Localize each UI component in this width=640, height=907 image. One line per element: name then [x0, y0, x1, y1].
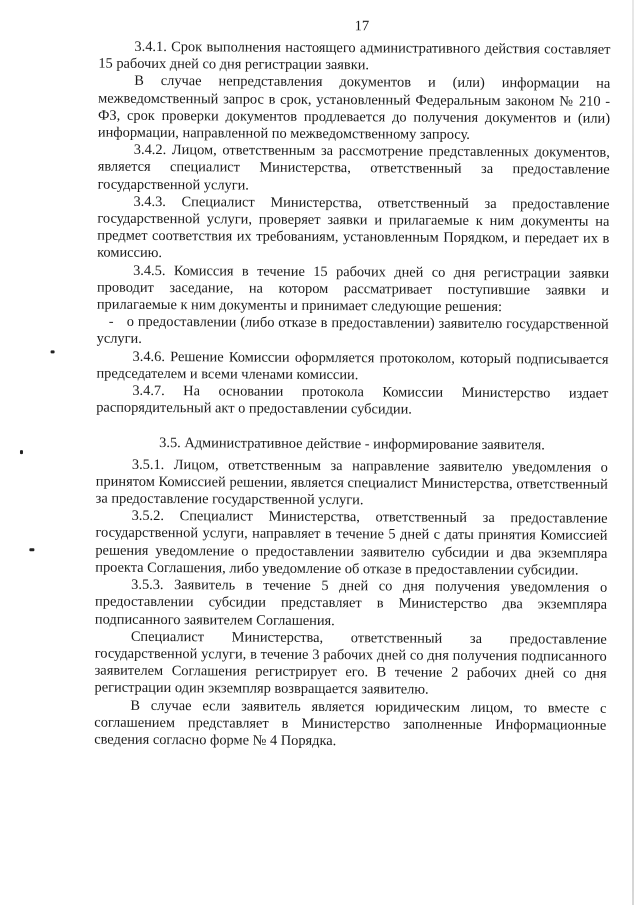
paragraph-3-5-3-registration: Специалист Министерства, ответственный за предоставление государственной услуги, в течение 3 рабочих дней со дня получения подписанного заявителем Соглашения регистрирует его. В течение 2 рабочих дней со дня регистрации один экземпляр возвращается заявителю.: [94, 628, 607, 698]
paragraph-3-4-5: 3.4.5. Комиссия в течение 15 рабочих дней со дня регистрации заявки проводит заседание, на котором рассматривает поступившие заявки и прилагаемые к ним документы и принимает следующие решения:: [96, 262, 610, 316]
page-number: 17: [354, 18, 370, 35]
list-dash: -: [108, 313, 114, 330]
paragraph-3-4-1-interagency: В случае непредставления документов и (или) информации на межведомственный запрос в срок, установленный Федеральным законом № 210 - ФЗ, срок проверки документов продлевается до получения документов и (или) информации, направленной по межведомственному запросу.: [97, 73, 611, 143]
paragraph-3-5-3-legal-entity: В случае если заявитель является юридическим лицом, то вместе с соглашением представляет в Министерство заполненные Информационные сведения согласно форме № 4 Порядка.: [94, 697, 607, 750]
decision-list-item: [97, 314, 609, 352]
paragraph-3-4-3: 3.4.3. Специалист Министерства, ответственный за предоставление государственной услуги, проверяет заявки и прилагаемые к ним документы на предмет соответствия их требованиям, установленным Порядком, и передает их в комиссию.: [97, 193, 610, 262]
paragraph-3-4-7: 3.4.7. На основании протокола Комиссии Министерство издает распорядительный акт о предоставлении субсидии.: [96, 382, 609, 418]
scan-mark: [29, 548, 34, 551]
paragraph-3-5-2: 3.5.2. Специалист Министерства, ответственный за предоставление государственной услуги, направляет в течение 5 дней с даты принятия Комиссией решения уведомление о предоставлении заявителю субсидии и два экземпляра проекта Соглашения, либо уведомление об отказе в предоставлении субсидии.: [95, 508, 608, 579]
paragraph-3-4-2: 3.4.2. Лицом, ответственным за рассмотрение представленных документов, является специалист Министерства, ответственный за предоставление государственной услуги.: [97, 142, 610, 194]
scan-mark: [51, 350, 55, 353]
scan-edge-shadow: [632, 0, 634, 905]
paragraph-3-5-3: 3.5.3. Заявитель в течение 5 дней со дня получения уведомления о предоставлении субсидии представляет в Министерство два экземпляра подписанного заявителем Соглашения.: [94, 576, 608, 629]
paragraph-3-4-1: 3.4.1. Срок выполнения настоящего административного действия составляет 15 рабочих дней со дня регистрации заявки.: [98, 38, 611, 74]
section-heading-3-5: 3.5. Административное действие - информирование заявителя.: [159, 435, 545, 454]
paragraph-3-5-1: 3.5.1. Лицом, ответственным за направление заявителю уведомления о принятом Комиссией решении, является специалист Министерства, ответственный за предоставление государственной услуги.: [95, 456, 608, 509]
document-body: [94, 39, 610, 752]
decision-list-item-text: о предоставлении (либо отказе в предоставлении) заявителю государственной услуги.: [96, 314, 609, 348]
scan-mark: [20, 450, 23, 454]
paragraph-3-4-6: 3.4.6. Решение Комиссии оформляется протоколом, который подписывается председателем и всеми членами комиссии.: [96, 348, 609, 384]
